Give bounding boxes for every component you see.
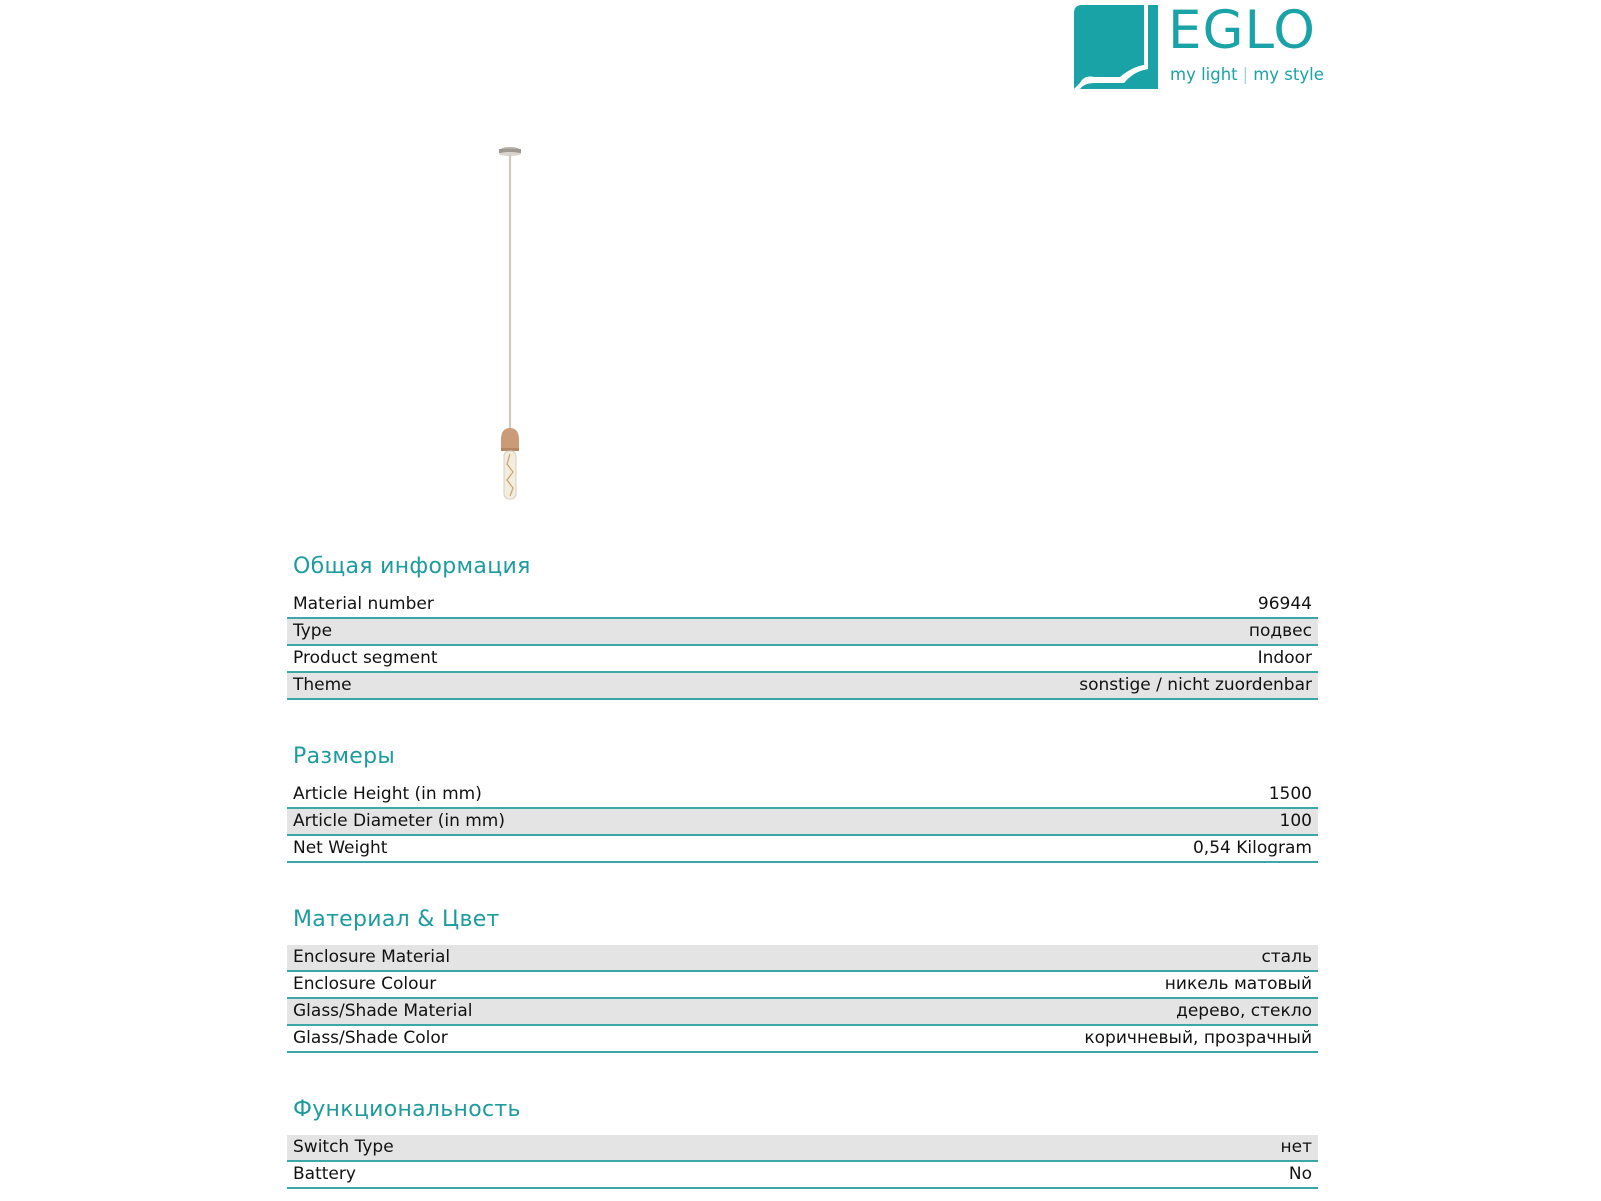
spec-value: коричневый, прозрачный <box>1084 1028 1312 1048</box>
spec-key: Article Diameter (in mm) <box>293 811 505 831</box>
section-title-general: Общая информация <box>293 554 531 579</box>
logo-tagline-right: my style <box>1253 65 1324 84</box>
eglo-logo-icon <box>1074 5 1158 89</box>
spec-row <box>287 619 1318 646</box>
spec-key: Theme <box>293 675 352 695</box>
brand-logo <box>1074 0 1324 89</box>
section-functionality <box>287 1095 1318 1189</box>
logo-tagline-left: my light <box>1170 65 1238 84</box>
spec-key: Article Height (in mm) <box>293 784 482 804</box>
section-title-function: Функциональность <box>293 1097 521 1122</box>
logo-tagline <box>1170 65 1324 84</box>
spec-key: Glass/Shade Material <box>293 1001 473 1021</box>
section-title-material: Материал & Цвет <box>293 907 500 932</box>
section-dimensions <box>287 742 1318 863</box>
spec-row <box>287 836 1318 863</box>
spec-value: 96944 <box>1257 594 1312 614</box>
spec-value: дерево, стекло <box>1176 1001 1312 1021</box>
tagline-separator: | <box>1242 65 1249 84</box>
spec-value: 1500 <box>1268 784 1312 804</box>
spec-value: нет <box>1280 1137 1312 1157</box>
spec-row <box>287 945 1318 972</box>
spec-row <box>287 999 1318 1026</box>
spec-value: 100 <box>1279 811 1312 831</box>
spec-value: никель матовый <box>1164 974 1312 994</box>
spec-value: Indoor <box>1257 648 1312 668</box>
spec-row <box>287 1162 1318 1189</box>
spec-value: sonstige / nicht zuordenbar <box>1079 675 1312 695</box>
spec-key: Glass/Shade Color <box>293 1028 448 1048</box>
spec-key: Product segment <box>293 648 438 668</box>
spec-row <box>287 673 1318 700</box>
spec-row <box>287 646 1318 673</box>
spec-row <box>287 782 1318 809</box>
spec-value: подвес <box>1248 621 1312 641</box>
spec-key: Net Weight <box>293 838 388 858</box>
spec-key: Enclosure Material <box>293 947 451 967</box>
spec-key: Material number <box>293 594 434 614</box>
spec-key: Enclosure Colour <box>293 974 437 994</box>
spec-row <box>287 972 1318 999</box>
spec-key: Battery <box>293 1164 356 1184</box>
spec-value: 0,54 Kilogram <box>1192 838 1312 858</box>
spec-row <box>287 1135 1318 1162</box>
spec-row <box>287 809 1318 836</box>
spec-value: No <box>1288 1164 1312 1184</box>
logo-wordmark: EGLO <box>1168 0 1316 61</box>
spec-value: сталь <box>1261 947 1312 967</box>
spec-key: Type <box>293 621 333 641</box>
section-material-color <box>287 905 1318 1053</box>
section-general-info <box>287 552 1318 700</box>
spec-key: Switch Type <box>293 1137 394 1157</box>
section-title-dimensions: Размеры <box>293 744 396 769</box>
spec-row <box>287 1026 1318 1053</box>
pendant-lamp-image <box>480 142 540 522</box>
spec-row <box>287 592 1318 619</box>
